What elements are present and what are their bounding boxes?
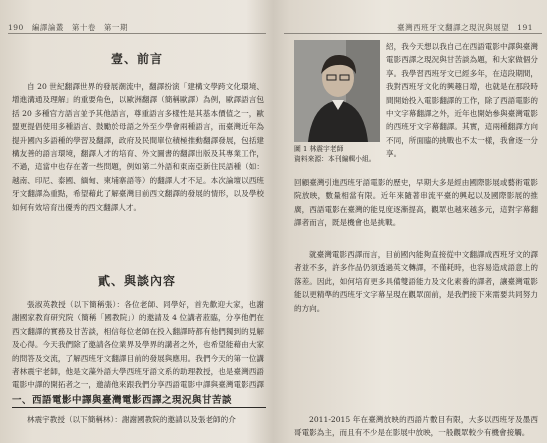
- speaker-photo: [294, 40, 380, 142]
- paragraph-film-translation: 就臺灣電影西譯而言，目前國內能夠直接從中文翻譯成西班牙文的譯者並不多，許多作品仍須透過英文轉譯，不僅耗時，也容易造成語意上的落差。因此，如何培育更多具備雙語能力及文化素養的譯者，讓臺灣電影能以更精準的西班牙文字幕呈現在觀眾面前，是我們接下來需要共同努力的方向。: [294, 250, 538, 313]
- running-head-right: 臺灣西班牙文翻譯之現況與展望 191: [397, 23, 533, 32]
- paragraph-preface: 自 20 世紀翻譯世界的發展潮流中，翻譯扮演「建構文學跨文化環境、增進溝通及理解」的重要角色，以歐洲翻譯（簡稱歐譯）為例，歐譯語言包括 20 多種官方語言並予其他語言，尊重語言多樣性是其基本價值之一，歐盟更提倡使用多種語言、鼓勵於母語之外至少學會兩種語言，而臺灣近年為提升國內多語種的學習及翻譯，政府及民間單位積極推動翻譯發展，包括建構友善的語言環境，翻譯人才的培育、外文圖書的翻譯出版及其專業工作，不過，這當中也存在著一些問題，例如第二外語和東南亞新住民語種（如：越南、印尼、泰國、緬甸、柬埔寨語等）的翻譯人才不足。本次論壇以西班牙文翻譯為重點，希望藉此了解臺灣目前西文翻譯的發展的情形，以及學校如何有效培育出優秀的西文翻譯人才。: [12, 82, 264, 212]
- subsection-rule: [12, 407, 266, 408]
- portrait-image: [294, 40, 380, 142]
- running-head-left: 190 編譯論叢 第十卷 第一期: [8, 23, 128, 32]
- section-heading-preface: 壹、前言: [110, 52, 163, 66]
- header-rule-right: [284, 33, 542, 34]
- photo-caption-title: 圖 1 林震宇老師: [294, 145, 344, 153]
- speaker-intro-line: 林震宇教授（以下簡稱林）：謝謝國教院的邀請以及張老師的介: [27, 415, 236, 424]
- photo-caption-source: 資料來源：本刊編輯小組。: [294, 155, 376, 163]
- paragraph-beside-photo: 紹，我今天想以我自己在西語電影中譯與臺灣電影西譯之現況與甘苦談為題，和大家做個分享。我學習西班牙文已經多年，在這段期間，我對西班牙文化的興趣日增，也就是在那段時間開始投入電影翻譯的工作，除了西語電影的中文字幕翻譯之外，近年也開始參與臺灣電影的西班牙文字幕翻譯。其實，這兩種翻譯方向不同，所面臨的挑戰也不太一樣，我會逐一分享。: [386, 42, 538, 159]
- photo-caption: [294, 144, 376, 164]
- paragraph-main: 回顧臺灣引進西班牙語電影的歷史，早期大多是經由國際影展或藝術電影院放映，數量相當有限。近年來隨著串流平臺的興起以及國際影展的推廣，西語電影在臺灣的能見度逐漸提高，觀眾也越來越多元，這對字幕翻譯者而言，既是機會也是挑戰。: [294, 178, 538, 228]
- left-page: [0, 0, 270, 443]
- section-heading-discussion: 貳、與談內容: [97, 274, 176, 288]
- subsection-title: 一、西語電影中譯與臺灣電影西譯之現況與甘苦談: [12, 395, 233, 406]
- header-rule-left: [8, 33, 266, 34]
- paragraph-moderator-intro: 張淑英教授（以下簡稱張）：各位老師、同學好，首先歡迎大家，也謝謝國家教育研究院（簡稱「國教院」）的邀請及 4 位講者蒞臨，分享他們在西文翻譯的實務及甘苦談，相信每位老師在投入翻譯時都有他們獨到的見解及心得。今天我們除了邀請各位業界及學界的講者之外，也希望能藉由大家的問答及交流，了解西班牙文翻譯目前的發展與應用。我們今天的第一位講者林震宇老師，他是文藻外語大學西班牙語文系的助理教授，也是臺灣西語電影中譯的開拓者之一，邀請他來跟我們分享西語電影中譯與臺灣電影西譯: [12, 300, 264, 390]
- paragraph-statistics: 2011-2015 年在臺灣放映的西語片數目有限，大多以西班牙及墨西哥電影為主，而且有不少是在影展中放映，一般觀眾較少有機會接觸。: [294, 415, 538, 438]
- right-page: [274, 0, 547, 443]
